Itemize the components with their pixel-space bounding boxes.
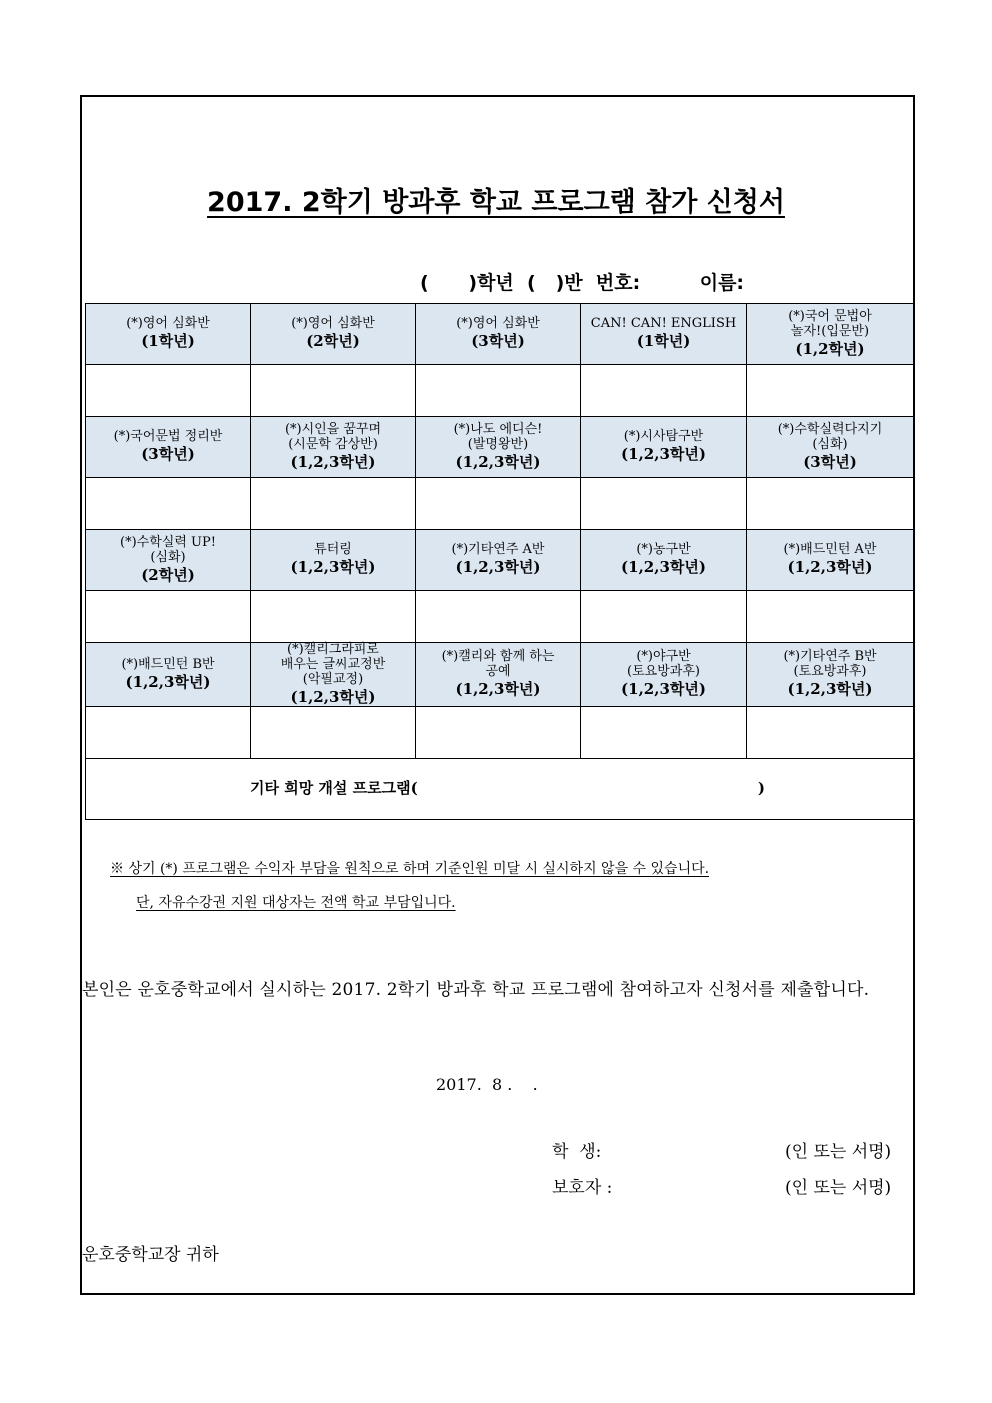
program-name: (*)기타연주 A반 xyxy=(451,542,545,558)
selection-cell[interactable] xyxy=(581,591,747,643)
student-info-line xyxy=(420,268,744,295)
program-name: 튜터링 xyxy=(314,542,352,558)
program-grade: (3학년) xyxy=(141,445,195,464)
program-name: (*)기타연주 B반 (토요방과후) xyxy=(783,649,877,680)
program-cell xyxy=(251,304,416,365)
other-program-label: 기타 희망 개설 프로그램( xyxy=(250,779,418,798)
selection-row xyxy=(86,707,914,759)
program-cell xyxy=(747,530,914,591)
program-grade: (1,2,3학년) xyxy=(621,680,706,699)
program-grade: (1학년) xyxy=(141,332,195,351)
selection-cell[interactable] xyxy=(581,478,747,530)
class-label: )반 xyxy=(555,272,583,294)
selection-cell[interactable] xyxy=(86,365,251,417)
program-grade: (1,2,3학년) xyxy=(621,445,706,464)
program-name: CAN! CAN! ENGLISH xyxy=(590,316,737,332)
program-grade: (1,2,3학년) xyxy=(787,680,873,699)
grade-open: ( xyxy=(420,272,429,294)
program-row xyxy=(86,530,914,591)
selection-cell[interactable] xyxy=(86,478,251,530)
program-cell xyxy=(86,643,251,707)
selection-cell[interactable] xyxy=(747,365,914,417)
parent-sign-label: 보호자 : xyxy=(552,1178,613,1198)
program-name: (*)농구반 xyxy=(636,542,691,558)
selection-cell[interactable] xyxy=(581,365,747,417)
program-cell xyxy=(747,304,914,365)
selection-cell[interactable] xyxy=(747,591,914,643)
program-row xyxy=(86,417,914,478)
program-cell xyxy=(747,643,914,707)
program-grade: (2학년) xyxy=(306,332,360,351)
statement-text: 본인은 운호중학교에서 실시하는 2017. 2학기 방과후 학교 프로그램에 참여하고자 신청서를 제출합니다. xyxy=(82,980,870,1000)
selection-cell[interactable] xyxy=(747,707,914,759)
program-name: (*)배드민턴 B반 xyxy=(121,656,215,672)
selection-cell[interactable] xyxy=(251,365,416,417)
program-cell xyxy=(251,643,416,707)
program-name: (*)영어 심화반 xyxy=(126,316,210,332)
program-cell xyxy=(581,530,747,591)
program-grade: (2학년) xyxy=(141,565,195,584)
selection-cell[interactable] xyxy=(86,591,251,643)
program-name: (*)국어문법 정리반 xyxy=(113,429,223,445)
program-cell xyxy=(581,417,747,478)
program-name: (*)나도 에디슨! (발명왕반) xyxy=(453,421,543,452)
program-cell xyxy=(251,530,416,591)
program-grade: (1,2,3학년) xyxy=(455,680,541,699)
selection-cell[interactable] xyxy=(581,707,747,759)
selection-cell[interactable] xyxy=(251,707,416,759)
selection-cell[interactable] xyxy=(251,591,416,643)
program-grade: (1,2,3학년) xyxy=(787,558,873,577)
program-cell xyxy=(86,304,251,365)
form-title: 2017. 2학기 방과후 학교 프로그램 참가 신청서 xyxy=(207,187,785,218)
program-grade: (1,2,3학년) xyxy=(455,452,541,471)
selection-cell[interactable] xyxy=(86,707,251,759)
program-grade: (1,2,3학년) xyxy=(455,558,541,577)
program-name: (*)수학실력다지기 (심화) xyxy=(777,421,883,452)
student-sign-field[interactable]: (인 또는 서명) xyxy=(785,1142,892,1162)
program-name: (*)시인을 꿈꾸며 (시문학 감상반) xyxy=(284,421,382,452)
program-cell xyxy=(581,643,747,707)
program-name: (*)배드민턴 A반 xyxy=(783,542,877,558)
program-name: (*)캘리와 함께 하는 공예 xyxy=(441,649,555,680)
selection-row xyxy=(86,591,914,643)
grade-label: )학년 xyxy=(468,272,514,294)
program-row xyxy=(86,304,914,365)
program-row xyxy=(86,643,914,707)
program-grade: (1,2,3학년) xyxy=(290,558,376,577)
program-table xyxy=(85,303,914,820)
program-grade: (1,2,3학년) xyxy=(290,687,376,706)
program-grade: (1,2,3학년) xyxy=(125,672,211,691)
selection-cell[interactable] xyxy=(416,365,581,417)
other-program-close: ) xyxy=(757,779,765,798)
program-name: (*)국어 문법아 놀자!(입문반) xyxy=(788,308,872,339)
program-name: (*)야구반 (토요방과후) xyxy=(627,649,700,680)
program-grade: (1,2학년) xyxy=(795,339,865,358)
other-program-row xyxy=(86,759,914,820)
date-line: 2017. 8 . . xyxy=(436,1075,538,1094)
note-line-2: 단, 자유수강권 지원 대상자는 전액 학교 부담입니다. xyxy=(136,895,456,911)
program-cell xyxy=(416,417,581,478)
program-grade: (3학년) xyxy=(471,332,525,351)
program-cell xyxy=(581,304,747,365)
program-grade: (1,2,3학년) xyxy=(621,558,706,577)
program-name: (*)영어 심화반 xyxy=(291,316,375,332)
class-open: ( xyxy=(527,272,536,294)
program-name: (*)시사탐구반 xyxy=(623,429,704,445)
program-grade: (3학년) xyxy=(803,452,857,471)
program-cell xyxy=(416,530,581,591)
number-label: 번호: xyxy=(595,272,641,294)
program-name: (*)영어 심화반 xyxy=(456,316,540,332)
selection-row xyxy=(86,365,914,417)
name-label: 이름: xyxy=(699,272,745,294)
program-cell xyxy=(416,643,581,707)
program-name: (*)수학실력 UP! (심화) xyxy=(120,534,216,565)
program-grade: (1,2,3학년) xyxy=(290,452,376,471)
program-name: (*)캘리그라피로 배우는 글씨교정반 (악필교정) xyxy=(280,642,386,687)
parent-sign-field[interactable]: (인 또는 서명) xyxy=(785,1178,892,1198)
selection-cell[interactable] xyxy=(747,478,914,530)
selection-cell[interactable] xyxy=(251,478,416,530)
other-program-cell[interactable] xyxy=(86,759,914,820)
selection-row xyxy=(86,478,914,530)
selection-cell[interactable] xyxy=(416,707,581,759)
program-cell xyxy=(747,417,914,478)
program-cell xyxy=(86,530,251,591)
selection-cell[interactable] xyxy=(416,478,581,530)
program-grade: (1학년) xyxy=(636,332,691,351)
addressee-footer: 운호중학교장 귀하 xyxy=(82,1245,219,1265)
program-cell xyxy=(251,417,416,478)
selection-cell[interactable] xyxy=(416,591,581,643)
student-sign-label: 학 생: xyxy=(552,1142,602,1162)
program-cell xyxy=(86,417,251,478)
program-cell xyxy=(416,304,581,365)
note-line-1: ※ 상기 (*) 프로그램은 수익자 부담을 원칙으로 하며 기준인원 미달 시 실시하지 않을 수 있습니다. xyxy=(110,861,710,877)
